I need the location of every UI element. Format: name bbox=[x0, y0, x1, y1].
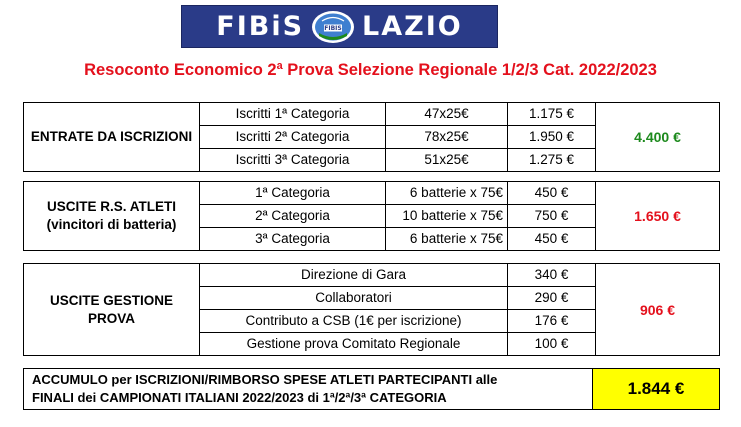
row-calc: 6 batterie x 75€ bbox=[386, 182, 508, 205]
entrate-table bbox=[23, 102, 720, 172]
row-desc: 1ª Categoria bbox=[200, 182, 386, 205]
entrate-label: ENTRATE DA ISCRIZIONI bbox=[24, 103, 200, 172]
logo-text-left: FIBiS bbox=[216, 11, 305, 42]
row-desc: Iscritti 3ª Categoria bbox=[200, 149, 386, 172]
row-amount: 100 € bbox=[508, 333, 596, 356]
row-desc: Iscritti 1ª Categoria bbox=[200, 103, 386, 126]
entrate-total: 4.400 € bbox=[596, 103, 720, 172]
table-row bbox=[24, 264, 720, 287]
accumulo-table bbox=[23, 368, 720, 410]
row-amount: 750 € bbox=[508, 205, 596, 228]
seal-text: FIBIS bbox=[324, 24, 342, 32]
row-desc: 3ª Categoria bbox=[200, 228, 386, 251]
fibis-lazio-logo bbox=[181, 5, 498, 48]
accumulo-line1: ACCUMULO per ISCRIZIONI/RIMBORSO SPESE ATLETI PARTECIPANTI alle bbox=[32, 372, 498, 387]
uscite-atleti-total: 1.650 € bbox=[596, 182, 720, 251]
row-amount: 290 € bbox=[508, 287, 596, 310]
row-desc: Contributo a CSB (1€ per iscrizione) bbox=[200, 310, 508, 333]
row-desc: Direzione di Gara bbox=[200, 264, 508, 287]
row-desc: Iscritti 2ª Categoria bbox=[200, 126, 386, 149]
table-row bbox=[24, 103, 720, 126]
page-title: Resoconto Economico 2ª Prova Selezione Regionale 1/2/3 Cat. 2022/2023 bbox=[84, 61, 657, 79]
row-amount: 1.950 € bbox=[508, 126, 596, 149]
table-row bbox=[24, 369, 720, 410]
row-amount: 176 € bbox=[508, 310, 596, 333]
row-calc: 6 batterie x 75€ bbox=[386, 228, 508, 251]
row-amount: 450 € bbox=[508, 228, 596, 251]
uscite-gestione-label: USCITE GESTIONE PROVA bbox=[24, 264, 200, 356]
uscite-atleti-table bbox=[23, 181, 720, 251]
uscite-gestione-total: 906 € bbox=[596, 264, 720, 356]
uscite-gestione-table bbox=[23, 263, 720, 356]
row-desc: Gestione prova Comitato Regionale bbox=[200, 333, 508, 356]
accumulo-amount: 1.844 € bbox=[593, 369, 720, 410]
uscite-atleti-label bbox=[24, 182, 200, 251]
row-calc: 51x25€ bbox=[386, 149, 508, 172]
accumulo-line2: FINALI dei CAMPIONATI ITALIANI 2022/2023 di 1ª/2ª/3ª CATEGORIA bbox=[32, 390, 447, 405]
table-row bbox=[24, 182, 720, 205]
uscite-atleti-label-line2: (vincitori di batteria) bbox=[46, 217, 177, 232]
row-amount: 1.275 € bbox=[508, 149, 596, 172]
uscite-atleti-label-line1: USCITE R.S. ATLETI bbox=[46, 199, 176, 214]
row-desc: Collaboratori bbox=[200, 287, 508, 310]
row-calc: 47x25€ bbox=[386, 103, 508, 126]
row-desc: 2ª Categoria bbox=[200, 205, 386, 228]
row-calc: 78x25€ bbox=[386, 126, 508, 149]
logo-text-right: LAZIO bbox=[362, 11, 463, 42]
row-amount: 450 € bbox=[508, 182, 596, 205]
row-amount: 340 € bbox=[508, 264, 596, 287]
fibis-seal-icon bbox=[310, 9, 356, 45]
row-calc: 10 batterie x 75€ bbox=[386, 205, 508, 228]
accumulo-label bbox=[24, 369, 593, 410]
row-amount: 1.175 € bbox=[508, 103, 596, 126]
